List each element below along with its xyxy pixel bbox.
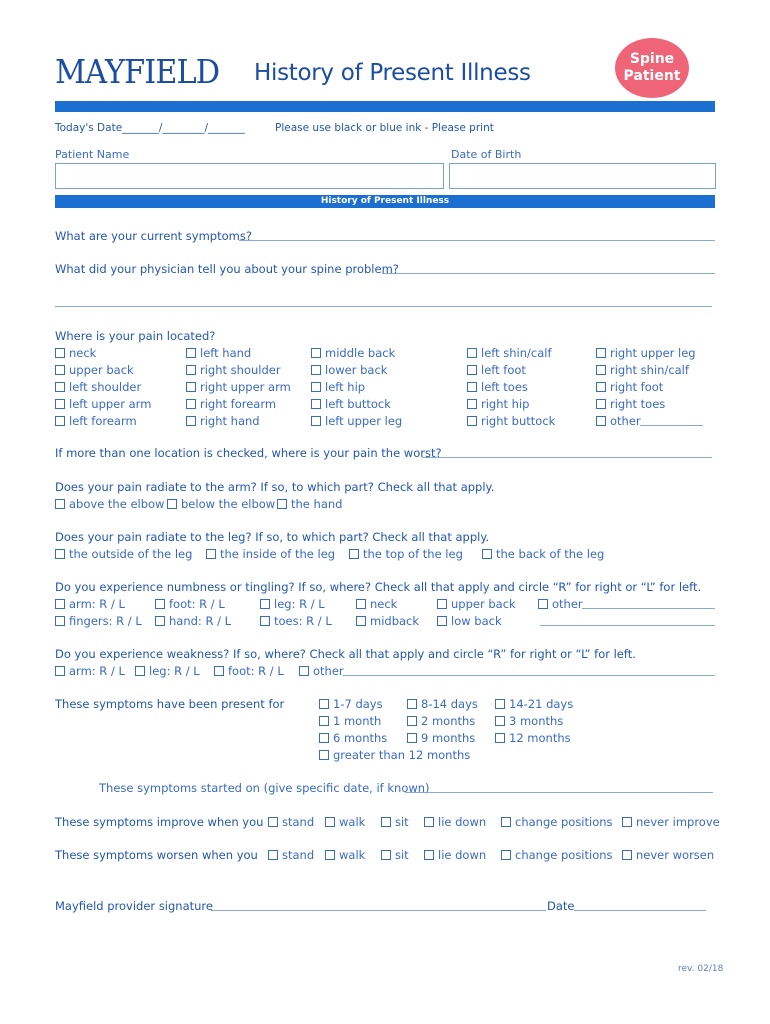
physician-told-question: What did your physician tell you about your spine problem? <box>55 262 399 276</box>
checkbox-label: never worsen <box>636 848 715 862</box>
checkbox-icon[interactable] <box>55 666 65 676</box>
numbness-other-line[interactable] <box>582 608 715 609</box>
checkbox-option[interactable] <box>495 731 571 745</box>
checkbox-icon[interactable] <box>55 365 65 375</box>
physician-told-line-2[interactable] <box>55 306 712 307</box>
checkbox-label: the top of the leg <box>363 547 463 561</box>
checkbox-option[interactable] <box>437 614 502 628</box>
checkbox-icon[interactable] <box>356 599 366 609</box>
checkbox-label: below the elbow <box>181 497 276 511</box>
current-symptoms-line[interactable] <box>239 240 715 241</box>
checkbox-option[interactable] <box>186 380 291 394</box>
numbness-other-line-2[interactable] <box>540 625 715 626</box>
checkbox-option[interactable] <box>424 815 486 829</box>
checkbox-label: left shin/calf <box>481 346 552 360</box>
checkbox-label: 6 months <box>333 731 388 745</box>
checkbox-label: upper back <box>69 363 134 377</box>
checkbox-icon[interactable] <box>596 416 606 426</box>
checkbox-label: low back <box>451 614 502 628</box>
checkbox-option[interactable] <box>467 346 552 360</box>
checkbox-icon[interactable] <box>467 365 477 375</box>
worsen-question: These symptoms worsen when you <box>55 848 258 862</box>
checkbox-label: 1-7 days <box>333 697 383 711</box>
signature-label: Mayfield provider signature <box>55 899 213 913</box>
checkbox-icon[interactable] <box>319 733 329 743</box>
checkbox-icon[interactable] <box>186 365 196 375</box>
checkbox-label: 1 month <box>333 714 382 728</box>
checkbox-icon[interactable] <box>467 348 477 358</box>
page-title: History of Present Illness <box>254 60 531 86</box>
checkbox-label: the back of the leg <box>496 547 605 561</box>
checkbox-icon[interactable] <box>407 699 417 709</box>
checkbox-option[interactable] <box>311 380 365 394</box>
checkbox-icon[interactable] <box>206 549 216 559</box>
signature-date-line[interactable] <box>574 910 706 911</box>
checkbox-option[interactable] <box>206 547 335 561</box>
checkbox-option[interactable] <box>319 697 383 711</box>
current-symptoms-question: What are your current symptoms? <box>55 229 252 243</box>
checkbox-option[interactable] <box>186 346 251 360</box>
checkbox-icon[interactable] <box>55 399 65 409</box>
checkbox-label: 12 months <box>509 731 571 745</box>
checkbox-icon[interactable] <box>424 850 434 860</box>
checkbox-option[interactable] <box>356 614 419 628</box>
ink-instruction: Please use black or blue ink - Please print <box>275 122 494 134</box>
checkbox-icon[interactable] <box>135 666 145 676</box>
checkbox-label: 14-21 days <box>509 697 574 711</box>
checkbox-icon[interactable] <box>319 716 329 726</box>
checkbox-label: right hip <box>481 397 530 411</box>
pain-other-line[interactable] <box>640 425 703 426</box>
checkbox-label: right shin/calf <box>610 363 689 377</box>
checkbox-icon[interactable] <box>622 850 632 860</box>
checkbox-option[interactable] <box>155 597 225 611</box>
checkbox-icon[interactable] <box>268 850 278 860</box>
checkbox-label: left upper leg <box>325 414 403 428</box>
checkbox-label: neck <box>370 597 398 611</box>
patient-name-label: Patient Name <box>55 148 130 161</box>
checkbox-label: lie down <box>438 815 487 829</box>
checkbox-icon[interactable] <box>467 382 477 392</box>
checkbox-icon[interactable] <box>596 365 606 375</box>
checkbox-label: right shoulder <box>200 363 281 377</box>
checkbox-label: the outside of the leg <box>69 547 193 561</box>
checkbox-option[interactable] <box>186 397 276 411</box>
checkbox-icon[interactable] <box>381 850 391 860</box>
radiate-arm-question: Does your pain radiate to the arm? If so, to which part? Check all that apply. <box>55 480 495 494</box>
checkbox-icon[interactable] <box>356 616 366 626</box>
checkbox-icon[interactable] <box>349 549 359 559</box>
checkbox-label: left forearm <box>69 414 137 428</box>
header-divider-bar <box>55 101 715 112</box>
pain-location-question: Where is your pain located? <box>55 329 216 343</box>
checkbox-icon[interactable] <box>311 365 321 375</box>
checkbox-icon[interactable] <box>325 850 335 860</box>
patient-name-input[interactable] <box>55 163 444 189</box>
checkbox-icon[interactable] <box>407 733 417 743</box>
checkbox-option[interactable] <box>407 697 478 711</box>
worst-location-line[interactable] <box>422 457 712 458</box>
checkbox-option[interactable] <box>495 697 573 711</box>
checkbox-icon[interactable] <box>260 616 270 626</box>
checkbox-option[interactable] <box>437 597 516 611</box>
checkbox-icon[interactable] <box>407 716 417 726</box>
numbness-question: Do you experience numbness or tingling? If so, where? Check all that apply and circle “R” for right or “L” for left. <box>55 580 702 594</box>
checkbox-icon[interactable] <box>299 666 309 676</box>
checkbox-icon[interactable] <box>55 499 65 509</box>
checkbox-icon[interactable] <box>186 348 196 358</box>
checkbox-label: left toes <box>481 380 528 394</box>
checkbox-label: left foot <box>481 363 526 377</box>
checkbox-icon[interactable] <box>155 599 165 609</box>
checkbox-icon[interactable] <box>495 733 505 743</box>
checkbox-icon[interactable] <box>437 616 447 626</box>
checkbox-icon[interactable] <box>55 382 65 392</box>
checkbox-label: neck <box>69 346 97 360</box>
checkbox-label: right hand <box>200 414 260 428</box>
checkbox-option[interactable] <box>260 614 332 628</box>
checkbox-label: lie down <box>438 848 487 862</box>
checkbox-option[interactable] <box>55 664 125 678</box>
checkbox-option[interactable] <box>501 848 613 862</box>
checkbox-label: hand: R / L <box>169 614 232 628</box>
checkbox-label: foot: R / L <box>228 664 284 678</box>
spine-patient-badge <box>615 38 689 98</box>
checkbox-label: arm: R / L <box>69 597 125 611</box>
checkbox-option[interactable] <box>467 363 526 377</box>
checkbox-option[interactable] <box>596 414 641 428</box>
checkbox-icon[interactable] <box>311 348 321 358</box>
checkbox-icon[interactable] <box>214 666 224 676</box>
checkbox-label: arm: R / L <box>69 664 125 678</box>
checkbox-option[interactable] <box>495 714 563 728</box>
checkbox-option[interactable] <box>407 714 475 728</box>
checkbox-icon[interactable] <box>381 817 391 827</box>
checkbox-option[interactable] <box>482 547 604 561</box>
checkbox-option[interactable] <box>381 848 409 862</box>
checkbox-label: lower back <box>325 363 388 377</box>
checkbox-label: sit <box>395 848 409 862</box>
checkbox-option[interactable] <box>55 397 151 411</box>
weakness-other-line[interactable] <box>343 675 715 676</box>
checkbox-icon[interactable] <box>467 399 477 409</box>
checkbox-icon[interactable] <box>268 817 278 827</box>
checkbox-label: change positions <box>515 848 613 862</box>
checkbox-icon[interactable] <box>622 817 632 827</box>
checkbox-option[interactable] <box>311 346 395 360</box>
checkbox-label: leg: R / L <box>149 664 200 678</box>
checkbox-label: never improve <box>636 815 720 829</box>
weakness-question: Do you experience weakness? If so, where? Check all that apply and circle “R” for right or “L” for left. <box>55 647 636 661</box>
checkbox-label: greater than 12 months <box>333 748 471 762</box>
checkbox-label: sit <box>395 815 409 829</box>
checkbox-option[interactable] <box>501 815 613 829</box>
badge-line-2: Patient <box>623 68 681 84</box>
checkbox-option[interactable] <box>55 380 141 394</box>
checkbox-label: left hand <box>200 346 252 360</box>
checkbox-label: walk <box>339 815 366 829</box>
checkbox-option[interactable] <box>155 614 231 628</box>
checkbox-option[interactable] <box>311 414 402 428</box>
checkbox-option[interactable] <box>268 815 314 829</box>
checkbox-option[interactable] <box>167 497 275 511</box>
checkbox-label: midback <box>370 614 420 628</box>
worst-location-question: If more than one location is checked, where is your pain the worst? <box>55 446 442 460</box>
checkbox-icon[interactable] <box>311 416 321 426</box>
checkbox-icon[interactable] <box>596 399 606 409</box>
checkbox-label: above the elbow <box>69 497 165 511</box>
checkbox-icon[interactable] <box>311 399 321 409</box>
radiate-leg-question: Does your pain radiate to the leg? If so, to which part? Check all that apply. <box>55 530 490 544</box>
section-header-bar: History of Present Illness <box>55 195 715 208</box>
checkbox-icon[interactable] <box>538 599 548 609</box>
checkbox-icon[interactable] <box>186 382 196 392</box>
checkbox-option[interactable] <box>319 714 381 728</box>
checkbox-option[interactable] <box>55 614 142 628</box>
checkbox-label: other <box>313 664 344 678</box>
checkbox-label: the inside of the leg <box>220 547 336 561</box>
checkbox-icon[interactable] <box>319 699 329 709</box>
checkbox-label: foot: R / L <box>169 597 225 611</box>
checkbox-option[interactable] <box>268 848 314 862</box>
checkbox-label: left shoulder <box>69 380 142 394</box>
checkbox-icon[interactable] <box>596 348 606 358</box>
checkbox-icon[interactable] <box>55 549 65 559</box>
checkbox-option[interactable] <box>381 815 409 829</box>
checkbox-option[interactable] <box>55 346 96 360</box>
checkbox-option[interactable] <box>325 848 365 862</box>
checkbox-icon[interactable] <box>495 716 505 726</box>
checkbox-option[interactable] <box>467 414 555 428</box>
dob-input[interactable] <box>449 163 716 189</box>
checkbox-label: middle back <box>325 346 396 360</box>
checkbox-option[interactable] <box>538 597 583 611</box>
checkbox-label: other <box>552 597 583 611</box>
checkbox-option[interactable] <box>319 731 387 745</box>
checkbox-icon[interactable] <box>495 699 505 709</box>
checkbox-icon[interactable] <box>55 599 65 609</box>
checkbox-option[interactable] <box>407 731 475 745</box>
checkbox-option[interactable] <box>467 380 528 394</box>
signature-date-label: Date <box>547 899 575 913</box>
checkbox-icon[interactable] <box>55 616 65 626</box>
checkbox-option[interactable] <box>596 380 663 394</box>
checkbox-option[interactable] <box>55 363 134 377</box>
checkbox-label: walk <box>339 848 366 862</box>
started-on-label: These symptoms started on (give specific date, if known) <box>99 781 430 795</box>
todays-date-field[interactable]: Today's Date_______/________/_______ <box>55 122 245 134</box>
checkbox-icon[interactable] <box>55 416 65 426</box>
physician-told-line[interactable] <box>382 273 715 274</box>
checkbox-option[interactable] <box>349 547 463 561</box>
checkbox-option[interactable] <box>622 815 720 829</box>
checkbox-option[interactable] <box>325 815 365 829</box>
started-on-line[interactable] <box>405 792 713 793</box>
checkbox-label: left hip <box>325 380 366 394</box>
checkbox-option[interactable] <box>55 497 164 511</box>
checkbox-icon[interactable] <box>325 817 335 827</box>
checkbox-icon[interactable] <box>424 817 434 827</box>
checkbox-label: toes: R / L <box>274 614 332 628</box>
checkbox-label: right foot <box>610 380 664 394</box>
checkbox-option[interactable] <box>55 597 125 611</box>
checkbox-label: upper back <box>451 597 516 611</box>
checkbox-icon[interactable] <box>167 499 177 509</box>
checkbox-option[interactable] <box>311 397 391 411</box>
dob-label: Date of Birth <box>451 148 522 161</box>
checkbox-icon[interactable] <box>260 599 270 609</box>
badge-line-1: Spine <box>629 51 675 67</box>
checkbox-option[interactable] <box>277 497 342 511</box>
checkbox-icon[interactable] <box>186 399 196 409</box>
checkbox-option[interactable] <box>55 414 137 428</box>
mayfield-logo: MAYFIELD <box>55 52 220 91</box>
signature-line[interactable] <box>211 910 546 911</box>
checkbox-label: stand <box>282 815 315 829</box>
checkbox-option[interactable] <box>311 363 387 377</box>
checkbox-label: the hand <box>291 497 343 511</box>
checkbox-label: fingers: R / L <box>69 614 142 628</box>
checkbox-label: right buttock <box>481 414 556 428</box>
checkbox-option[interactable] <box>55 547 192 561</box>
checkbox-option[interactable] <box>319 748 470 762</box>
checkbox-icon[interactable] <box>55 348 65 358</box>
checkbox-label: right toes <box>610 397 666 411</box>
improve-question: These symptoms improve when you <box>55 815 264 829</box>
checkbox-option[interactable] <box>260 597 325 611</box>
checkbox-option[interactable] <box>596 363 689 377</box>
checkbox-icon[interactable] <box>319 750 329 760</box>
checkbox-icon[interactable] <box>277 499 287 509</box>
checkbox-option[interactable] <box>467 397 529 411</box>
checkbox-label: other <box>610 414 641 428</box>
checkbox-icon[interactable] <box>437 599 447 609</box>
checkbox-label: left buttock <box>325 397 391 411</box>
checkbox-label: right upper leg <box>610 346 696 360</box>
checkbox-icon[interactable] <box>155 616 165 626</box>
checkbox-option[interactable] <box>186 414 260 428</box>
checkbox-option[interactable] <box>424 848 486 862</box>
checkbox-label: right forearm <box>200 397 277 411</box>
checkbox-label: change positions <box>515 815 613 829</box>
checkbox-icon[interactable] <box>311 382 321 392</box>
checkbox-icon[interactable] <box>467 416 477 426</box>
checkbox-label: left upper arm <box>69 397 152 411</box>
checkbox-icon[interactable] <box>501 850 511 860</box>
checkbox-label: 8-14 days <box>421 697 478 711</box>
present-for-question: These symptoms have been present for <box>55 697 285 711</box>
checkbox-label: leg: R / L <box>274 597 325 611</box>
checkbox-label: 2 months <box>421 714 476 728</box>
checkbox-option[interactable] <box>186 363 281 377</box>
checkbox-icon[interactable] <box>482 549 492 559</box>
checkbox-label: 3 months <box>509 714 564 728</box>
checkbox-option[interactable] <box>214 664 284 678</box>
revision-label: rev. 02/18 <box>678 964 724 974</box>
checkbox-label: right upper arm <box>200 380 291 394</box>
checkbox-option[interactable] <box>299 664 344 678</box>
checkbox-option[interactable] <box>135 664 200 678</box>
checkbox-icon[interactable] <box>186 416 196 426</box>
checkbox-option[interactable] <box>622 848 714 862</box>
checkbox-icon[interactable] <box>596 382 606 392</box>
checkbox-option[interactable] <box>596 346 696 360</box>
checkbox-label: 9 months <box>421 731 476 745</box>
checkbox-icon[interactable] <box>501 817 511 827</box>
checkbox-option[interactable] <box>356 597 397 611</box>
checkbox-option[interactable] <box>596 397 665 411</box>
checkbox-label: stand <box>282 848 315 862</box>
